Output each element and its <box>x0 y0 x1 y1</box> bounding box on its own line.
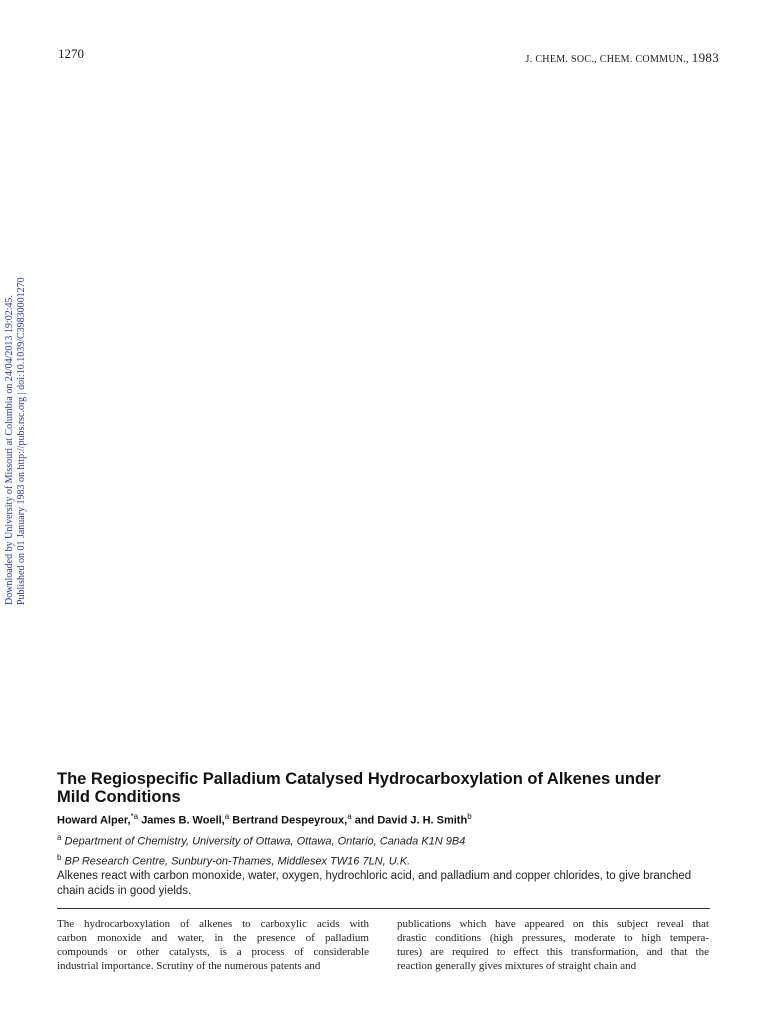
author-list: Howard Alper,$^{*a}$ James B. Woell,$^a$ Bertrand Despeyroux,$^a$ and David J. H. Smith$^b$ <box>57 812 472 827</box>
affiliation-text: Department of Chemistry, University of Ottawa, Ottawa, Ontario, Canada K1N 9B4 <box>64 835 466 848</box>
author-affiliation-mark: *a <box>130 812 139 821</box>
body-line: reaction generally gives mixtures of straight chain and <box>397 960 637 972</box>
journal-header <box>526 50 719 66</box>
body-line: The hydrocarboxylation of alkenes to carboxylic acids with <box>57 918 369 930</box>
author-name: Bertrand Despeyroux, <box>232 814 348 827</box>
download-watermark <box>4 277 28 605</box>
author-name: Howard Alper, <box>57 814 131 827</box>
body-line: tures) are required to effect this transformation, and that the <box>397 946 709 958</box>
journal-name: J. CHEM. SOC., CHEM. COMMUN., <box>525 54 689 65</box>
author-name: James B. Woell, <box>141 814 225 827</box>
affiliation-a <box>57 830 465 850</box>
author-affiliation-mark: a <box>347 812 352 821</box>
watermark-publication-line[interactable]: Published on 01 January 1983 on http://pubs.rsc.org | doi:10.1039/C39830001270 <box>16 277 27 605</box>
article-title: The Regiospecific Palladium Catalysed Hydrocarboxylation of Alkenes under Mild Conditions <box>57 770 661 806</box>
watermark-download-line: Downloaded by University of Missouri at Columbia on 24/04/2013 19:02:45. <box>4 295 15 605</box>
journal-year: 1983 <box>691 50 719 65</box>
body-line: industrial importance. Scrutiny of the numerous patents and <box>57 960 321 972</box>
body-column-left <box>57 917 369 973</box>
body-line: compounds or other catalysts, is a process of considerable <box>57 946 369 958</box>
affiliation-b <box>57 850 465 870</box>
author-affiliation-mark: a <box>224 812 230 821</box>
body-column-right <box>397 917 709 973</box>
page-number: 1270 <box>58 46 84 61</box>
affiliation-list <box>57 830 465 869</box>
abstract: Alkenes react with carbon monoxide, water, oxygen, hydrochloric acid, and palladium and copper chlorides, to give branched chain acids in good yields. <box>57 870 692 897</box>
affiliation-mark: a <box>57 833 62 842</box>
body-line: carbon monoxide and water, in the presence of palladium <box>57 932 369 944</box>
abstract-divider <box>57 908 710 909</box>
author-affiliation-mark: b <box>467 812 472 821</box>
affiliation-text: BP Research Centre, Sunbury-on-Thames, Middlesex TW16 7LN, U.K. <box>64 855 411 868</box>
body-line: drastic conditions (high pressures, moderate to high tempera- <box>397 932 709 944</box>
body-line: publications which have appeared on this subject reveal that <box>397 918 709 930</box>
author-name: David J. H. Smith <box>377 814 468 827</box>
affiliation-mark: b <box>57 852 62 862</box>
